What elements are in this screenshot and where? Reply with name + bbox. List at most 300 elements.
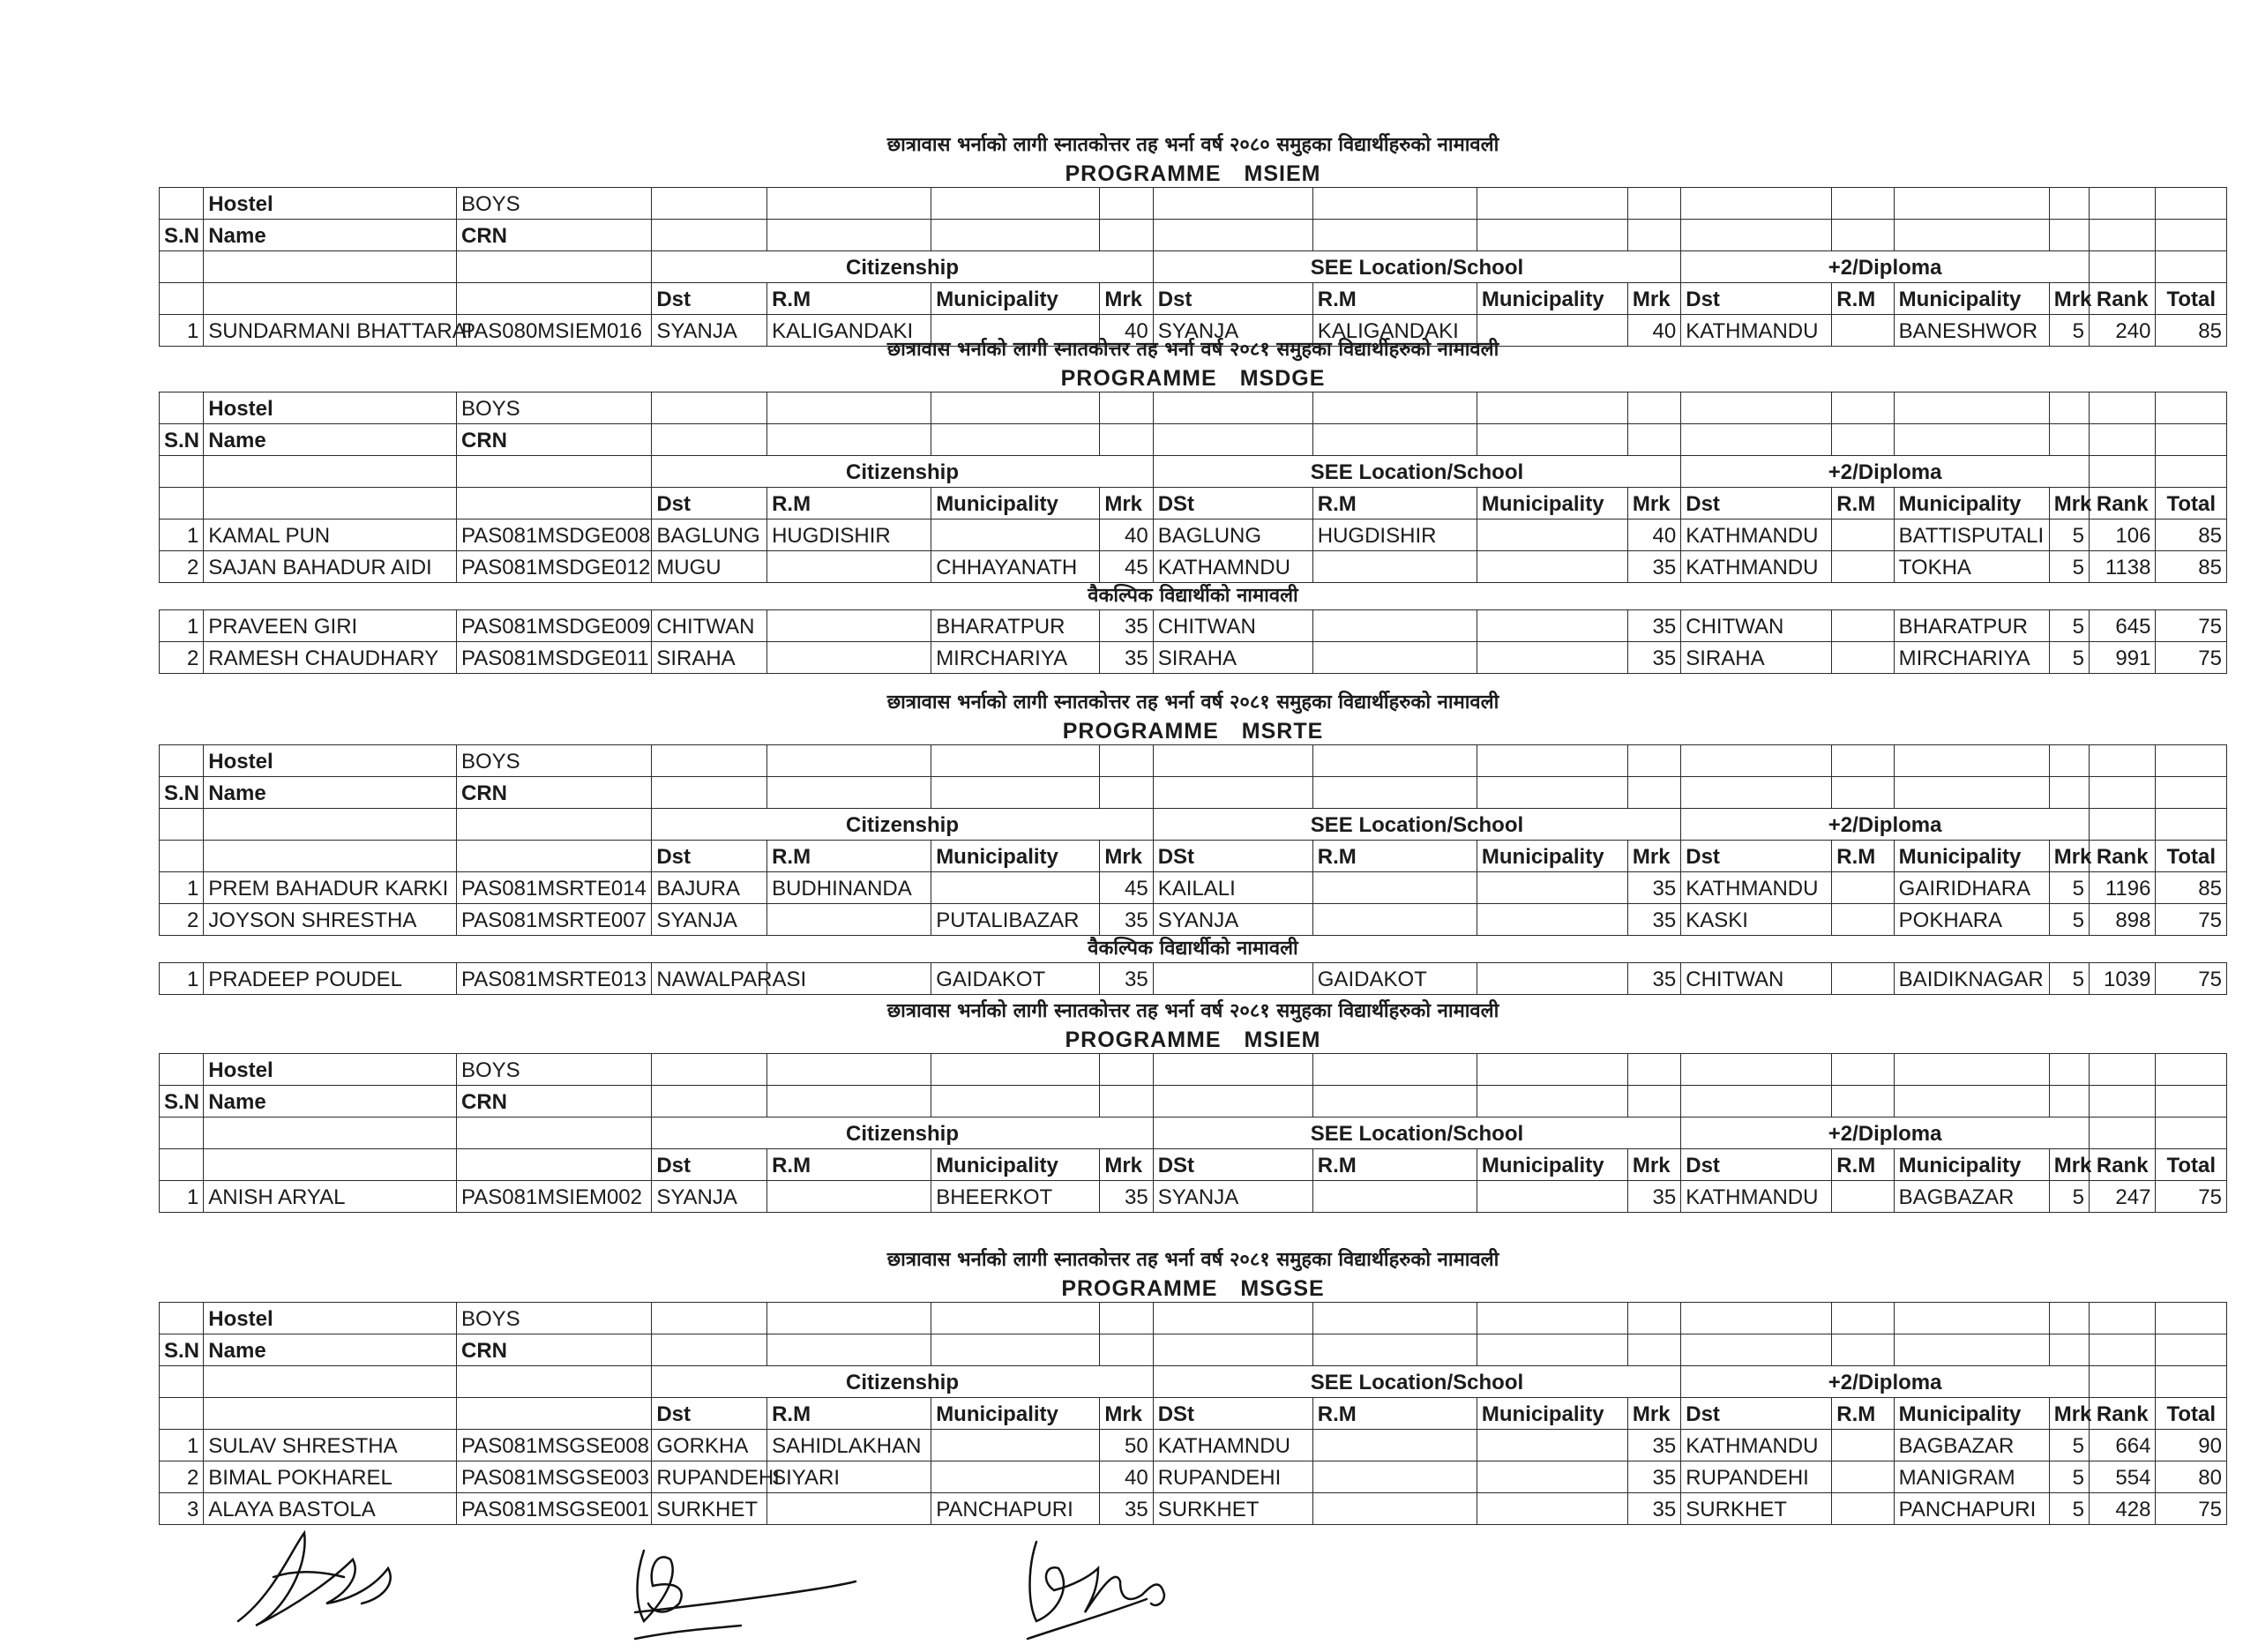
- empty-cell: [160, 809, 204, 841]
- empty-cell: [931, 745, 1100, 777]
- empty-cell: [1477, 1303, 1627, 1334]
- see-municipality-header: Municipality: [1477, 841, 1627, 872]
- empty-cell: [1894, 777, 2049, 809]
- citizenship-dst-header: Dst: [652, 841, 767, 872]
- see-mrk-cell: 35: [1627, 1430, 1680, 1461]
- see-rm-header: R.M: [1312, 488, 1477, 520]
- citizenship-rm-cell: KALIGANDAKI: [767, 315, 931, 347]
- rank-cell: 554: [2089, 1461, 2155, 1493]
- total-cell: 85: [2156, 315, 2227, 347]
- empty-cell: [1681, 424, 1832, 456]
- empty-cell: [1832, 188, 1894, 220]
- sn-cell: 2: [160, 551, 204, 583]
- empty-cell: [1627, 188, 1680, 220]
- plus2-municipality-cell: BANESHWOR: [1894, 315, 2049, 347]
- see-mrk-header: Mrk: [1627, 1398, 1680, 1430]
- citizenship-municipality-header: Municipality: [931, 1398, 1100, 1430]
- rank-header: Rank: [2089, 1398, 2155, 1430]
- empty-cell: [1153, 1086, 1312, 1118]
- see-dst-header: DSt: [1153, 488, 1312, 520]
- empty-cell: [1894, 220, 2049, 251]
- empty-cell: [1627, 777, 1680, 809]
- name-cell: PREM BAHADUR KARKI: [204, 872, 457, 904]
- citizenship-municipality-cell: [931, 1430, 1100, 1461]
- header-row-name: [160, 424, 2227, 456]
- see-municipality-cell: [1477, 963, 1627, 995]
- rank-cell: 991: [2089, 642, 2155, 674]
- empty-cell: [457, 841, 652, 872]
- citizenship-rm-header: R.M: [767, 841, 931, 872]
- empty-cell: [1627, 1054, 1680, 1086]
- name-cell: BIMAL POKHAREL: [204, 1461, 457, 1493]
- crn-cell: PAS081MSDGE012: [457, 551, 652, 583]
- empty-cell: [1153, 1054, 1312, 1086]
- empty-cell: [652, 1086, 767, 1118]
- empty-cell: [1312, 392, 1477, 424]
- empty-cell: [931, 777, 1100, 809]
- citizenship-dst-cell: BAGLUNG: [652, 520, 767, 551]
- see-dst-header: DSt: [1153, 841, 1312, 872]
- empty-cell: [767, 1334, 931, 1366]
- sn-header: S.N: [160, 220, 204, 251]
- plus2-dst-cell: SIRAHA: [1681, 642, 1832, 674]
- table-row: [160, 1430, 2227, 1461]
- empty-cell: [931, 1054, 1100, 1086]
- plus2-mrk-cell: 5: [2049, 1461, 2089, 1493]
- citizenship-mrk-cell: 40: [1100, 315, 1153, 347]
- empty-cell: [204, 1118, 457, 1149]
- hostel-value: BOYS: [457, 392, 652, 424]
- empty-cell: [1477, 745, 1627, 777]
- table-row: [160, 1181, 2227, 1213]
- plus2-municipality-header: Municipality: [1894, 1398, 2049, 1430]
- empty-cell: [2156, 424, 2227, 456]
- header-row-hostel: [160, 392, 2227, 424]
- citizenship-mrk-header: Mrk: [1100, 1398, 1153, 1430]
- name-cell: KAMAL PUN: [204, 520, 457, 551]
- empty-cell: [1153, 1334, 1312, 1366]
- citizenship-dst-cell: NAWALPARASI: [652, 963, 767, 995]
- plus2-municipality-cell: MANIGRAM: [1894, 1461, 2049, 1493]
- citizenship-mrk-cell: 50: [1100, 1430, 1153, 1461]
- citizenship-municipality-header: Municipality: [931, 1149, 1100, 1181]
- student-table: [159, 1053, 2227, 1213]
- programme-label: PROGRAMME: [1060, 366, 1217, 391]
- citizenship-rm-cell: [767, 1181, 931, 1213]
- empty-cell: [1832, 220, 1894, 251]
- empty-cell: [1477, 188, 1627, 220]
- citizenship-municipality-header: Municipality: [931, 488, 1100, 520]
- crn-header: CRN: [457, 1086, 652, 1118]
- table-row: [160, 904, 2227, 936]
- citizenship-municipality-header: Municipality: [931, 841, 1100, 872]
- rank-cell: 240: [2089, 315, 2155, 347]
- sn-cell: 2: [160, 904, 204, 936]
- see-rm-cell: [1312, 904, 1477, 936]
- empty-cell: [204, 1149, 457, 1181]
- see-dst-cell: KAILALI: [1153, 872, 1312, 904]
- rank-header: Rank: [2089, 841, 2155, 872]
- empty-cell: [2049, 220, 2089, 251]
- see-municipality-cell: [1477, 904, 1627, 936]
- citizenship-dst-cell: SURKHET: [652, 1493, 767, 1525]
- total-header: Total: [2156, 488, 2227, 520]
- total-cell: 75: [2156, 610, 2227, 642]
- empty-cell: [2089, 456, 2155, 488]
- header-row-groups: [160, 251, 2227, 283]
- programme-label: PROGRAMME: [1065, 1028, 1222, 1052]
- citizenship-dst-header: Dst: [652, 1149, 767, 1181]
- header-row-groups: [160, 456, 2227, 488]
- citizenship-municipality-header: Municipality: [931, 283, 1100, 315]
- crn-cell: PAS081MSGSE003: [457, 1461, 652, 1493]
- see-mrk-header: Mrk: [1627, 283, 1680, 315]
- citizenship-group-header: Citizenship: [652, 1118, 1153, 1149]
- total-cell: 85: [2156, 520, 2227, 551]
- plus2-mrk-cell: 5: [2049, 1493, 2089, 1525]
- empty-cell: [1681, 188, 1832, 220]
- empty-cell: [2089, 1086, 2155, 1118]
- sn-cell: 2: [160, 1461, 204, 1493]
- sn-header: S.N: [160, 777, 204, 809]
- empty-cell: [1681, 1054, 1832, 1086]
- see-mrk-header: Mrk: [1627, 488, 1680, 520]
- sn-cell: 1: [160, 520, 204, 551]
- citizenship-mrk-cell: 35: [1100, 963, 1153, 995]
- empty-cell: [1627, 1303, 1680, 1334]
- citizenship-dst-cell: SYANJA: [652, 904, 767, 936]
- plus2-rm-header: R.M: [1832, 1149, 1894, 1181]
- name-header: Name: [204, 777, 457, 809]
- plus2-municipality-header: Municipality: [1894, 488, 2049, 520]
- empty-cell: [457, 488, 652, 520]
- header-row-groups: [160, 1118, 2227, 1149]
- student-table: [159, 1302, 2227, 1525]
- see-group-header: SEE Location/School: [1153, 456, 1681, 488]
- citizenship-municipality-cell: BHARATPUR: [931, 610, 1100, 642]
- see-mrk-cell: 35: [1627, 551, 1680, 583]
- rank-cell: 1196: [2089, 872, 2155, 904]
- header-row-columns: [160, 1398, 2227, 1430]
- citizenship-mrk-cell: 40: [1100, 1461, 1153, 1493]
- name-cell: SAJAN BAHADUR AIDI: [204, 551, 457, 583]
- empty-cell: [2089, 392, 2155, 424]
- table-row: [160, 551, 2227, 583]
- empty-cell: [2049, 188, 2089, 220]
- empty-cell: [457, 1118, 652, 1149]
- empty-cell: [1153, 745, 1312, 777]
- see-municipality-cell: [1477, 872, 1627, 904]
- empty-cell: [2156, 1118, 2227, 1149]
- plus2-municipality-header: Municipality: [1894, 841, 2049, 872]
- empty-cell: [457, 1149, 652, 1181]
- total-cell: 75: [2156, 642, 2227, 674]
- empty-cell: [204, 251, 457, 283]
- plus2-rm-cell: [1832, 551, 1894, 583]
- block-title: छात्रावास भर्नाको लागी स्नातकोत्तर तह भर्ना वर्ष २०८१ समुहका विद्यार्थीहरुको नामावली: [886, 339, 1499, 361]
- total-cell: 75: [2156, 1181, 2227, 1213]
- plus2-rm-cell: [1832, 963, 1894, 995]
- empty-cell: [204, 809, 457, 841]
- alternate-list-title: वैकल्पिक विद्यार्थीको नामावली: [1088, 585, 1298, 607]
- citizenship-mrk-cell: 35: [1100, 610, 1153, 642]
- empty-cell: [160, 456, 204, 488]
- see-municipality-header: Municipality: [1477, 1149, 1627, 1181]
- see-dst-cell: KATHAMNDU: [1153, 1430, 1312, 1461]
- see-rm-cell: [1312, 872, 1477, 904]
- table-row: [160, 872, 2227, 904]
- empty-cell: [767, 1086, 931, 1118]
- empty-cell: [1681, 777, 1832, 809]
- empty-cell: [1894, 1054, 2049, 1086]
- empty-cell: [160, 841, 204, 872]
- see-municipality-cell: [1477, 551, 1627, 583]
- empty-cell: [2089, 188, 2155, 220]
- empty-cell: [931, 188, 1100, 220]
- empty-cell: [457, 456, 652, 488]
- citizenship-municipality-cell: PANCHAPURI: [931, 1493, 1100, 1525]
- plus2-rm-cell: [1832, 1430, 1894, 1461]
- empty-cell: [1153, 1303, 1312, 1334]
- hostel-label: Hostel: [204, 1054, 457, 1086]
- empty-cell: [931, 1303, 1100, 1334]
- citizenship-municipality-cell: GAIDAKOT: [931, 963, 1100, 995]
- empty-cell: [2089, 809, 2155, 841]
- total-header: Total: [2156, 283, 2227, 315]
- empty-cell: [1100, 1334, 1153, 1366]
- empty-cell: [1832, 424, 1894, 456]
- citizenship-municipality-cell: [931, 872, 1100, 904]
- see-dst-cell: [1153, 963, 1312, 995]
- total-header: Total: [2156, 1149, 2227, 1181]
- see-rm-cell: [1312, 1493, 1477, 1525]
- empty-cell: [931, 1086, 1100, 1118]
- empty-cell: [2156, 1334, 2227, 1366]
- sn-cell: 1: [160, 1430, 204, 1461]
- programme-label: PROGRAMME: [1062, 719, 1219, 744]
- empty-cell: [160, 1398, 204, 1430]
- plus2-dst-header: Dst: [1681, 1149, 1832, 1181]
- crn-cell: PAS081MSRTE007: [457, 904, 652, 936]
- citizenship-rm-cell: BUDHINANDA: [767, 872, 931, 904]
- citizenship-dst-cell: SYANJA: [652, 315, 767, 347]
- empty-cell: [1894, 1086, 2049, 1118]
- empty-cell: [2156, 392, 2227, 424]
- empty-cell: [1477, 220, 1627, 251]
- plus2-mrk-cell: 5: [2049, 1181, 2089, 1213]
- empty-cell: [2156, 1303, 2227, 1334]
- see-mrk-cell: 35: [1627, 872, 1680, 904]
- citizenship-mrk-cell: 45: [1100, 872, 1153, 904]
- total-cell: 75: [2156, 1493, 2227, 1525]
- plus2-dst-cell: KATHMANDU: [1681, 1430, 1832, 1461]
- empty-cell: [2049, 1303, 2089, 1334]
- header-row-hostel: [160, 745, 2227, 777]
- empty-cell: [2156, 1054, 2227, 1086]
- empty-cell: [1894, 1334, 2049, 1366]
- see-rm-cell: [1312, 642, 1477, 674]
- total-header: Total: [2156, 1398, 2227, 1430]
- block-title: छात्रावास भर्नाको लागी स्नातकोत्तर तह भर्ना वर्ष २०८१ समुहका विद्यार्थीहरुको नामावली: [886, 1249, 1499, 1271]
- see-dst-header: Dst: [1153, 283, 1312, 315]
- plus2-rm-header: R.M: [1832, 488, 1894, 520]
- total-cell: 75: [2156, 904, 2227, 936]
- see-dst-cell: SIRAHA: [1153, 642, 1312, 674]
- header-row-name: [160, 220, 2227, 251]
- empty-cell: [931, 424, 1100, 456]
- programme-heading: [159, 1275, 2227, 1302]
- empty-cell: [2049, 777, 2089, 809]
- plus2-rm-cell: [1832, 642, 1894, 674]
- empty-cell: [652, 220, 767, 251]
- plus2-mrk-cell: 5: [2049, 520, 2089, 551]
- crn-cell: PAS081MSIEM002: [457, 1181, 652, 1213]
- plus2-group-header: +2/Diploma: [1681, 251, 2090, 283]
- empty-cell: [1681, 1334, 1832, 1366]
- empty-cell: [1100, 392, 1153, 424]
- plus2-municipality-cell: POKHARA: [1894, 904, 2049, 936]
- empty-cell: [2156, 251, 2227, 283]
- plus2-rm-cell: [1832, 904, 1894, 936]
- sn-header: S.N: [160, 424, 204, 456]
- empty-cell: [2049, 1054, 2089, 1086]
- see-group-header: SEE Location/School: [1153, 1366, 1681, 1398]
- citizenship-rm-cell: HUGDISHIR: [767, 520, 931, 551]
- header-row-columns: [160, 1149, 2227, 1181]
- hostel-value: BOYS: [457, 1054, 652, 1086]
- name-cell: JOYSON SHRESTHA: [204, 904, 457, 936]
- table-row: [160, 610, 2227, 642]
- sn-cell: 1: [160, 315, 204, 347]
- empty-cell: [204, 283, 457, 315]
- empty-cell: [1627, 424, 1680, 456]
- crn-cell: PAS081MSDGE008: [457, 520, 652, 551]
- hostel-value: BOYS: [457, 188, 652, 220]
- name-cell: ALAYA BASTOLA: [204, 1493, 457, 1525]
- empty-cell: [1832, 1334, 1894, 1366]
- plus2-municipality-header: Municipality: [1894, 283, 2049, 315]
- empty-cell: [457, 1398, 652, 1430]
- empty-cell: [2089, 1366, 2155, 1398]
- empty-cell: [1153, 424, 1312, 456]
- table-row: [160, 963, 2227, 995]
- citizenship-municipality-cell: [931, 520, 1100, 551]
- empty-cell: [1477, 1334, 1627, 1366]
- empty-cell: [652, 188, 767, 220]
- empty-cell: [204, 1398, 457, 1430]
- citizenship-dst-header: Dst: [652, 488, 767, 520]
- total-cell: 85: [2156, 872, 2227, 904]
- plus2-municipality-header: Municipality: [1894, 1149, 2049, 1181]
- total-header: Total: [2156, 841, 2227, 872]
- name-cell: SULAV SHRESTHA: [204, 1430, 457, 1461]
- header-row-groups: [160, 1366, 2227, 1398]
- see-rm-cell: [1312, 1430, 1477, 1461]
- empty-cell: [1627, 1334, 1680, 1366]
- total-cell: 80: [2156, 1461, 2227, 1493]
- signatures-area: [221, 1515, 1279, 1648]
- empty-cell: [1681, 392, 1832, 424]
- programme-code: MSDGE: [1239, 366, 1326, 391]
- crn-cell: PAS081MSRTE013: [457, 963, 652, 995]
- citizenship-dst-cell: SIRAHA: [652, 642, 767, 674]
- alternate-list-title: वैकल्पिक विद्यार्थीको नामावली: [1088, 938, 1298, 960]
- see-mrk-cell: 35: [1627, 610, 1680, 642]
- plus2-group-header: +2/Diploma: [1681, 1118, 2090, 1149]
- citizenship-municipality-cell: PUTALIBAZAR: [931, 904, 1100, 936]
- alternate-student-table: [159, 962, 2227, 995]
- empty-cell: [1477, 424, 1627, 456]
- header-row-name: [160, 1334, 2227, 1366]
- empty-cell: [1681, 1303, 1832, 1334]
- empty-cell: [160, 1054, 204, 1086]
- plus2-mrk-cell: 5: [2049, 315, 2089, 347]
- empty-cell: [1832, 1086, 1894, 1118]
- crn-header: CRN: [457, 424, 652, 456]
- empty-cell: [2156, 456, 2227, 488]
- plus2-mrk-header: Mrk: [2049, 1149, 2089, 1181]
- plus2-municipality-cell: MIRCHARIYA: [1894, 642, 2049, 674]
- citizenship-mrk-cell: 45: [1100, 551, 1153, 583]
- empty-cell: [1312, 745, 1477, 777]
- empty-cell: [1312, 1054, 1477, 1086]
- see-mrk-cell: 35: [1627, 642, 1680, 674]
- header-row-hostel: [160, 1054, 2227, 1086]
- rank-cell: 1039: [2089, 963, 2155, 995]
- plus2-dst-cell: KATHMANDU: [1681, 872, 1832, 904]
- crn-cell: PAS081MSDGE011: [457, 642, 652, 674]
- see-dst-cell: RUPANDEHI: [1153, 1461, 1312, 1493]
- crn-header: CRN: [457, 220, 652, 251]
- plus2-rm-cell: [1832, 872, 1894, 904]
- citizenship-rm-cell: [767, 610, 931, 642]
- citizenship-mrk-cell: 40: [1100, 520, 1153, 551]
- empty-cell: [2089, 1334, 2155, 1366]
- see-dst-cell: SURKHET: [1153, 1493, 1312, 1525]
- empty-cell: [160, 488, 204, 520]
- rank-header: Rank: [2089, 1149, 2155, 1181]
- block-title: छात्रावास भर्नाको लागी स्नातकोत्तर तह भर्ना वर्ष २०८१ समुहका विद्यार्थीहरुको नामावली: [886, 691, 1499, 714]
- program-block: [159, 335, 2227, 674]
- see-dst-header: DSt: [1153, 1398, 1312, 1430]
- name-cell: RAMESH CHAUDHARY: [204, 642, 457, 674]
- student-table: [159, 744, 2227, 936]
- citizenship-dst-cell: MUGU: [652, 551, 767, 583]
- sn-cell: 3: [160, 1493, 204, 1525]
- crn-header: CRN: [457, 777, 652, 809]
- see-dst-header: DSt: [1153, 1149, 1312, 1181]
- hostel-value: BOYS: [457, 1303, 652, 1334]
- see-municipality-cell: [1477, 1430, 1627, 1461]
- empty-cell: [1477, 1054, 1627, 1086]
- empty-cell: [767, 777, 931, 809]
- empty-cell: [204, 841, 457, 872]
- empty-cell: [2156, 1366, 2227, 1398]
- see-rm-header: R.M: [1312, 1398, 1477, 1430]
- empty-cell: [204, 456, 457, 488]
- empty-cell: [204, 1366, 457, 1398]
- total-cell: 85: [2156, 551, 2227, 583]
- empty-cell: [2089, 1118, 2155, 1149]
- plus2-rm-header: R.M: [1832, 841, 1894, 872]
- hostel-label: Hostel: [204, 188, 457, 220]
- plus2-municipality-cell: PANCHAPURI: [1894, 1493, 2049, 1525]
- empty-cell: [2049, 424, 2089, 456]
- empty-cell: [2049, 392, 2089, 424]
- crn-cell: PAS081MSGSE001: [457, 1493, 652, 1525]
- empty-cell: [767, 188, 931, 220]
- empty-cell: [652, 424, 767, 456]
